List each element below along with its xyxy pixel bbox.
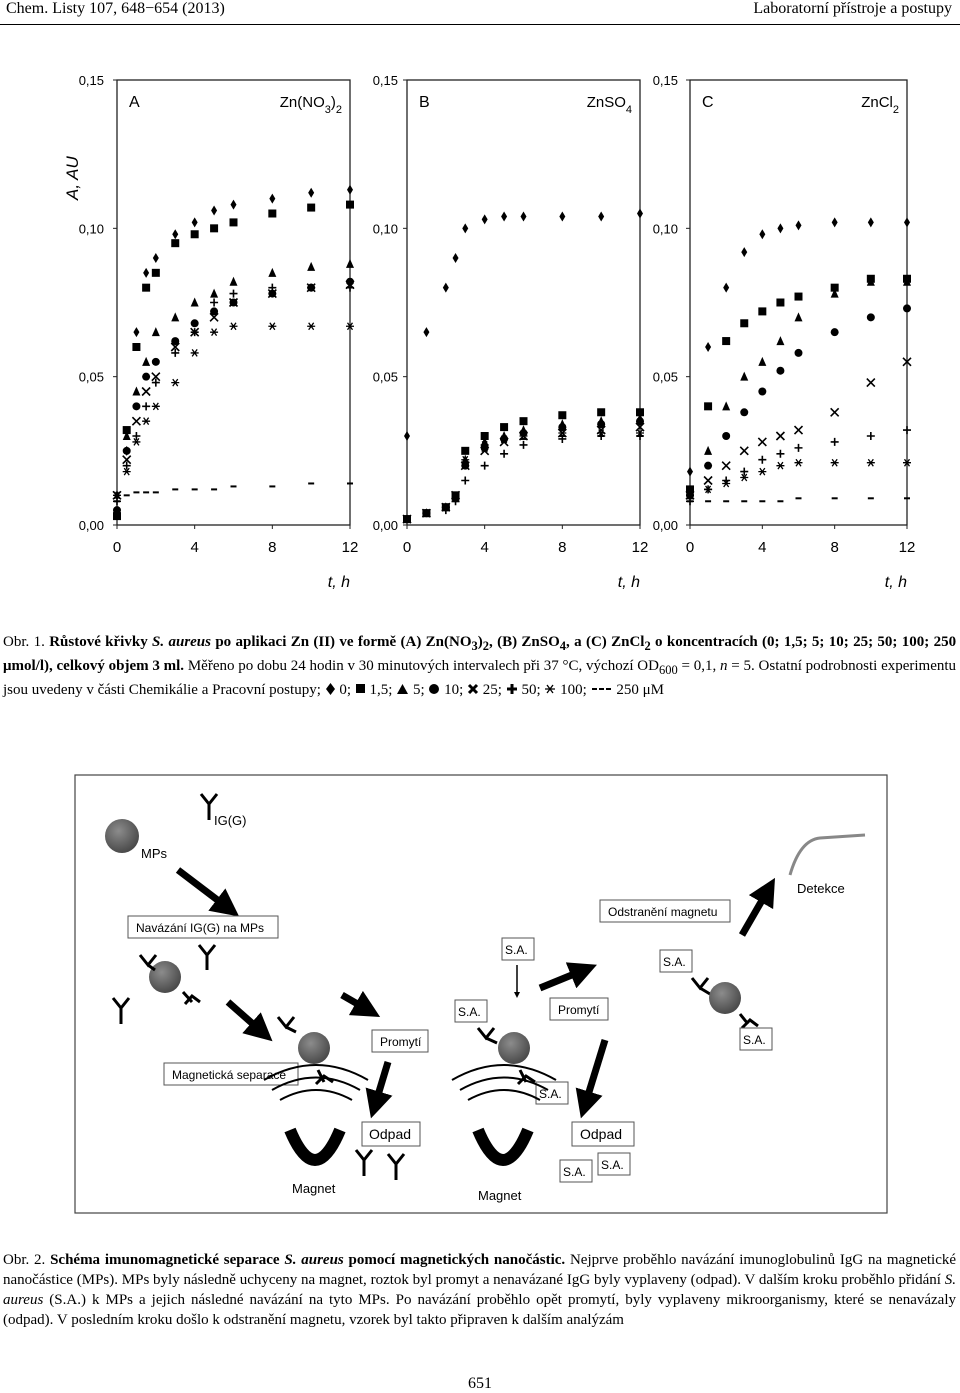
data-point-square xyxy=(132,343,140,351)
data-point-x xyxy=(795,426,803,434)
caption1-body: Měřeno po dobu 24 hodin v 30 minutových intervalech při 37 °C, výchozí $OD_{600} = 0,1$, n = 5. Ostatní podrobnosti experimentu jsou uvedeny v části Chemikálie a Pracovní postupy; xyxy=(3,658,957,698)
series-0 xyxy=(404,209,643,442)
series-0 xyxy=(114,185,353,501)
data-point-plus xyxy=(903,426,911,434)
data-point-diamond xyxy=(482,214,488,224)
y-tick-label: 0,00 xyxy=(372,518,398,533)
magnetic-particle-icon xyxy=(498,1032,530,1064)
data-point-diamond xyxy=(443,283,449,293)
data-point-square xyxy=(704,402,712,410)
legend-entry-diamond: 0; xyxy=(325,682,351,698)
series-25 xyxy=(686,358,911,500)
data-point-x xyxy=(867,379,875,387)
data-point-plus xyxy=(142,402,150,410)
binding-step-label: Navázání IG(G) na MPs xyxy=(136,921,265,935)
series-5 xyxy=(686,277,911,500)
data-point-square xyxy=(597,408,605,416)
legend-entry-triangle: 5; xyxy=(392,682,424,698)
panel-compound: $Zn(NO_3)_2$ xyxy=(279,94,342,116)
data-point-plus xyxy=(520,441,528,449)
data-point-plus xyxy=(831,438,839,446)
sa-label: S.A. xyxy=(505,943,528,957)
x-tick-label: 0 xyxy=(402,539,412,556)
legend-entry-dash: 250 μM xyxy=(616,682,664,698)
panel-compound: ZnCl$_2$ xyxy=(861,94,899,116)
y-tick-label: 0,10 xyxy=(372,221,398,237)
data-point-asterisk xyxy=(142,418,150,425)
x-tick-label: 0 xyxy=(685,539,695,556)
data-point-triangle xyxy=(210,289,218,298)
data-point-circle xyxy=(142,373,150,381)
data-point-triangle xyxy=(191,298,199,307)
data-point-circle xyxy=(191,319,199,327)
series-50 xyxy=(403,432,644,523)
panel-letter: A xyxy=(129,94,140,111)
marker-legend xyxy=(325,682,664,698)
panel-letter: C xyxy=(702,94,714,111)
data-point-diamond xyxy=(832,217,838,227)
data-point-x xyxy=(704,477,712,485)
sa-label: S.A. xyxy=(458,1005,481,1019)
y-tick-label: 0,05 xyxy=(652,369,678,385)
data-point-diamond xyxy=(143,268,149,278)
data-point-diamond xyxy=(723,283,729,293)
series-100 xyxy=(686,459,911,499)
magnetic-particle-icon xyxy=(709,982,741,1014)
data-point-triangle xyxy=(740,372,748,381)
data-point-diamond xyxy=(796,220,802,230)
data-point-plus xyxy=(795,444,803,452)
data-point-diamond xyxy=(705,342,711,352)
data-point-circle xyxy=(867,313,875,321)
data-point-diamond xyxy=(172,229,178,239)
caption2-body: Nejprve proběhlo navázání imunoglobulinů IgG na magnetické nanočástice (MPs). MPs byly následně uchyceny na magnet, roztok byl promyt a nenavázané IgG byly vyplaveny (odpad). V dalším kroku proběhlo přidání S. aureus (S.A.) k MPs a jejich následné navázání na tyto MPs. Po navázání proběhlo opět promytí, byly vyplaveny mikroorganismy, které se nenavázaly (odpad). V posledním kroku došlo k odstranění magnetu, vzorek byl takto připraven k dalším analýzám xyxy=(3,1252,957,1328)
data-point-asterisk xyxy=(776,462,784,469)
data-point-square xyxy=(758,307,766,315)
data-point-asterisk xyxy=(795,459,803,466)
data-point-triangle xyxy=(722,401,730,410)
journal-citation: Chem. Listy 107, 648−654 (2013) xyxy=(6,0,225,17)
data-point-square xyxy=(210,224,218,232)
data-point-diamond xyxy=(133,327,139,337)
data-point-circle xyxy=(740,408,748,416)
data-point-circle xyxy=(795,349,803,357)
data-point-diamond xyxy=(501,211,507,221)
data-point-triangle xyxy=(758,357,766,366)
detection-label: Detekce xyxy=(797,881,845,896)
data-point-plus xyxy=(500,450,508,458)
legend-entry-x: 25; xyxy=(463,682,502,698)
data-point-x xyxy=(132,417,140,425)
y-tick-label: 0,05 xyxy=(78,369,104,385)
series-250 xyxy=(114,483,353,501)
y-tick-label: 0,15 xyxy=(652,73,678,88)
data-point-asterisk xyxy=(152,403,160,410)
caption2-prefix: Obr. 2. xyxy=(3,1252,46,1268)
legend-entry-square: 1,5; xyxy=(351,682,392,698)
data-point-x xyxy=(740,447,748,455)
data-point-square xyxy=(558,411,566,419)
magnetic-particle-icon xyxy=(149,961,181,993)
data-point-asterisk xyxy=(191,349,199,356)
x-axis-label: t, h xyxy=(327,574,350,591)
data-point-circle xyxy=(722,432,730,440)
data-point-square xyxy=(346,201,354,209)
x-tick-label: 8 xyxy=(830,539,839,556)
data-point-square xyxy=(722,337,730,345)
series-10 xyxy=(403,417,644,523)
series-100 xyxy=(113,323,354,499)
series-0 xyxy=(687,217,910,476)
data-point-square xyxy=(171,239,179,247)
data-point-plus xyxy=(461,477,469,485)
data-point-triangle xyxy=(142,357,150,366)
caption1-prefix: Obr. 1. xyxy=(3,634,45,650)
x-tick-label: 8 xyxy=(268,539,277,556)
sa-label: S.A. xyxy=(601,1158,624,1172)
data-point-diamond xyxy=(559,211,565,221)
sa-label: S.A. xyxy=(663,955,686,969)
data-point-triangle xyxy=(152,327,160,336)
data-point-asterisk xyxy=(210,329,218,336)
y-tick-label: 0,00 xyxy=(78,518,104,533)
series-10 xyxy=(686,304,911,499)
data-point-square xyxy=(500,423,508,431)
data-point-square xyxy=(520,417,528,425)
magnetic-separation-label: Magnetická separace xyxy=(172,1068,287,1082)
data-point-x xyxy=(758,438,766,446)
data-point-diamond xyxy=(347,185,353,195)
data-point-diamond xyxy=(462,223,468,233)
data-point-asterisk xyxy=(268,323,276,330)
igg-label: IG(G) xyxy=(214,813,247,828)
data-point-triangle xyxy=(346,259,354,268)
data-point-triangle xyxy=(171,312,179,321)
sa-label: S.A. xyxy=(563,1165,586,1179)
data-point-circle xyxy=(758,388,766,396)
data-point-asterisk xyxy=(867,459,875,466)
data-point-asterisk xyxy=(230,323,238,330)
panel-B xyxy=(373,73,649,591)
header-rule xyxy=(0,24,960,25)
data-point-asterisk xyxy=(307,323,315,330)
data-point-asterisk xyxy=(171,379,179,386)
caption1-title: Růstové křivky S. aureus po aplikaci Zn (II) ve formě (A) $Zn(NO_3)_2$, (B) ZnSO$_4$, a (C) ZnCl$_2$ o koncentracích (0; 1,5; 5; 10; 25; 50; 100; 250 μmol/l), celkový objem 3 ml. xyxy=(3,634,957,674)
data-point-diamond xyxy=(687,467,693,477)
x-tick-label: 4 xyxy=(758,539,767,556)
series-50 xyxy=(686,426,911,505)
series-250 xyxy=(687,498,910,501)
data-point-diamond xyxy=(598,211,604,221)
x-tick-label: 8 xyxy=(558,539,567,556)
data-point-diamond xyxy=(269,194,275,204)
magnet-label: Magnet xyxy=(478,1188,522,1203)
data-point-diamond xyxy=(868,217,874,227)
data-point-triangle xyxy=(776,336,784,345)
svg-text:A, AU: A, AU xyxy=(63,156,82,200)
immunomagnetic-scheme-figure xyxy=(0,770,960,1220)
data-point-square xyxy=(191,230,199,238)
data-point-triangle xyxy=(307,262,315,271)
data-point-square xyxy=(740,319,748,327)
data-point-x xyxy=(722,462,730,470)
data-point-circle xyxy=(123,447,131,455)
x-tick-label: 0 xyxy=(112,539,122,556)
x-axis-label: t, h xyxy=(617,574,640,591)
data-point-x xyxy=(831,408,839,416)
data-point-plus xyxy=(758,456,766,464)
plot-frame xyxy=(690,80,907,525)
data-point-triangle xyxy=(268,268,276,277)
panel-compound: ZnSO$_4$ xyxy=(586,94,632,116)
data-point-plus xyxy=(210,299,218,307)
data-point-diamond xyxy=(741,247,747,257)
data-point-diamond xyxy=(192,217,198,227)
data-point-diamond xyxy=(637,209,643,219)
data-point-plus xyxy=(346,284,354,292)
wash-step-label: Promytí xyxy=(558,1003,600,1017)
waste-label: Odpad xyxy=(580,1126,623,1142)
data-point-plus xyxy=(867,432,875,440)
series-25 xyxy=(113,281,354,500)
series-10 xyxy=(113,278,354,514)
legend-entry-asterisk: 100; xyxy=(541,682,587,698)
legend-entry-plus: 50; xyxy=(502,682,541,698)
data-point-diamond xyxy=(453,253,459,263)
y-tick-label: 0,10 xyxy=(78,221,104,237)
magnet-label: Magnet xyxy=(292,1181,336,1196)
page-number: 651 xyxy=(468,1375,492,1392)
data-point-diamond xyxy=(211,206,217,216)
data-point-square xyxy=(461,447,469,455)
magnetic-particle-icon xyxy=(298,1032,330,1064)
plot-frame xyxy=(407,80,640,525)
data-point-x xyxy=(776,432,784,440)
magnet-removal-label: Odstranění magnetu xyxy=(608,905,718,919)
data-point-square xyxy=(776,299,784,307)
data-point-diamond xyxy=(423,327,429,337)
data-point-diamond xyxy=(904,217,910,227)
x-tick-label: 12 xyxy=(631,539,649,556)
legend-entry-circle: 10; xyxy=(425,682,464,698)
data-point-triangle xyxy=(132,387,140,396)
data-point-circle xyxy=(903,304,911,312)
data-point-triangle xyxy=(704,446,712,455)
data-point-asterisk xyxy=(831,459,839,466)
data-point-x xyxy=(142,388,150,396)
data-point-diamond xyxy=(777,223,783,233)
data-point-plus xyxy=(776,450,784,458)
data-point-plus xyxy=(230,290,238,298)
data-point-square xyxy=(230,218,238,226)
data-point-square xyxy=(268,210,276,218)
data-point-circle xyxy=(113,506,121,514)
data-point-diamond xyxy=(759,229,765,239)
sa-label: S.A. xyxy=(743,1033,766,1047)
x-tick-label: 12 xyxy=(341,539,359,556)
x-tick-label: 4 xyxy=(480,539,489,556)
y-tick-label: 0,10 xyxy=(652,221,678,237)
waste-label: Odpad xyxy=(369,1126,412,1142)
caption2-title: Schéma imunomagnetické separace S. aureus pomocí magnetických nanočástic. xyxy=(50,1252,566,1268)
data-point-circle xyxy=(831,328,839,336)
data-point-diamond xyxy=(153,253,159,263)
y-tick-label: 0,15 xyxy=(78,73,104,88)
figure1-caption xyxy=(3,632,956,700)
data-point-diamond xyxy=(308,188,314,198)
data-point-square xyxy=(795,293,803,301)
shared-y-axis-label xyxy=(63,156,82,201)
data-point-plus xyxy=(481,462,489,470)
data-point-diamond xyxy=(231,200,237,210)
x-axis-label: t, h xyxy=(884,574,907,591)
data-point-square xyxy=(152,269,160,277)
figure2-caption xyxy=(3,1250,956,1330)
wash-step-label: Promytí xyxy=(380,1035,422,1049)
y-tick-label: 0,00 xyxy=(652,518,678,533)
section-title: Laboratorní přístroje a postupy xyxy=(753,0,952,17)
panel-C xyxy=(653,73,916,591)
y-tick-label: 0,15 xyxy=(372,73,398,88)
y-tick-label: 0,05 xyxy=(372,369,398,385)
x-tick-label: 12 xyxy=(898,539,916,556)
data-point-triangle xyxy=(230,277,238,286)
panel-A xyxy=(79,73,359,591)
panel-letter: B xyxy=(419,94,430,111)
data-point-circle xyxy=(152,358,160,366)
growth-curves-figure xyxy=(0,60,960,660)
data-point-circle xyxy=(776,367,784,375)
data-point-circle xyxy=(704,462,712,470)
series-1,5 xyxy=(686,275,911,494)
data-point-diamond xyxy=(521,211,527,221)
data-point-asterisk xyxy=(758,468,766,475)
magnetic-particle-icon xyxy=(105,819,139,853)
data-point-square xyxy=(307,204,315,212)
sa-label: S.A. xyxy=(539,1087,562,1101)
data-point-diamond xyxy=(404,431,410,441)
x-tick-label: 4 xyxy=(190,539,199,556)
data-point-triangle xyxy=(795,312,803,321)
series-1,5 xyxy=(113,201,354,521)
mps-label: MPs xyxy=(141,846,167,861)
data-point-square xyxy=(142,284,150,292)
data-point-circle xyxy=(132,402,140,410)
